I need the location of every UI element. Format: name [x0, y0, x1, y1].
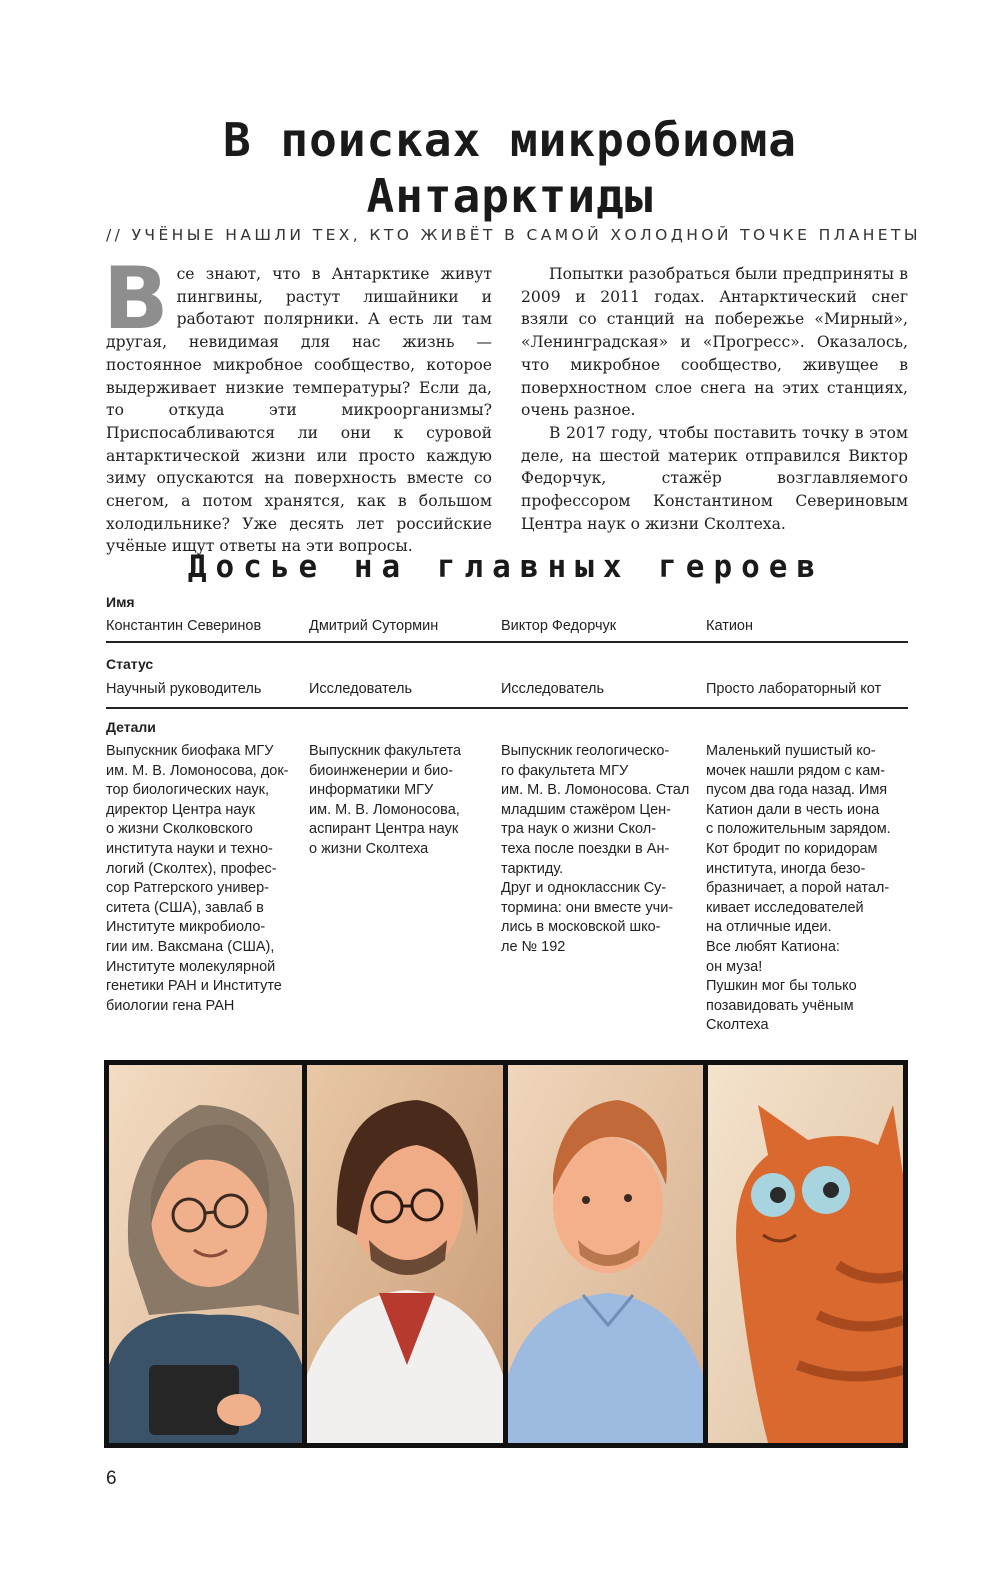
hero-detail-line: Пушкин мог бы только	[706, 978, 857, 995]
hero-detail-line: Выпускник геологическо-	[501, 743, 670, 759]
status-row-label: Статус	[106, 656, 154, 672]
hero-detail-line: института науки и техно-	[106, 840, 273, 857]
hero-name-4: Катион	[706, 618, 754, 634]
hero-detail-line: ле № 192	[501, 938, 566, 955]
hero-detail-line: Катион дали в честь иона	[706, 801, 880, 818]
hero-details-2	[309, 742, 461, 860]
drop-cap: В	[103, 249, 169, 349]
hero-detail-line: Выпускник биофака МГУ	[106, 743, 274, 759]
intro-right-column	[521, 263, 908, 535]
portrait-panel-severinov	[109, 1065, 302, 1443]
hero-detail-line: Сколтеха	[706, 1017, 769, 1034]
hero-detail-line: тормина: они вместе учи-	[501, 899, 674, 916]
hero-status-4: Просто лабораторный кот	[706, 681, 882, 697]
hero-detail-line: ситета (США), завлаб в	[106, 899, 264, 916]
hero-detail-line: теха после поездки в Ан-	[501, 840, 670, 857]
hero-detail-line: бразничает, а порой натал-	[706, 880, 890, 897]
portrait-severinov-image	[109, 1065, 302, 1443]
hero-details-3	[501, 742, 689, 958]
intro-right-paragraph-1: Попытки разобраться были предприняты в 2009 и 2011 годах. Антарктический снег взяли со станций на побережье «Мирный», «Ленинградская» и «Прогресс». Оказалось, что микробное сообщество, живущее в поверхностном слое снега на этих станциях, очень разное.	[521, 265, 908, 420]
portrait-panel-sutormin	[307, 1065, 503, 1443]
hero-detail-line: он муза!	[706, 958, 763, 975]
hero-detail-line: мочек нашли рядом с кам-	[706, 762, 886, 779]
hero-details-1	[106, 742, 289, 1016]
hero-detail-line: о жизни Сколтеха	[309, 840, 429, 857]
intro-left-column	[103, 249, 492, 558]
hero-detail-line: генетики РАН и Институте	[106, 978, 282, 995]
hero-detail-line: тор биологических наук,	[106, 782, 269, 799]
intro-left-text: се знают, что в Антарктике живут пингвины, растут лишайники и работают полярники. А есть ли там другая, невидимая для нас жизнь — постоянное микробное сообщество, которое выдерживает низкие температуры? Если да, то откуда эти микроорганизмы? Приспосабливаются ли они к суровой антарктической жизни или просто каждую зиму опускаются на поверхность вместе со снегом, а потом хранятся, как в большом холодильнике? Уже десять лет российские учёные ищут ответы на эти вопросы.	[106, 265, 492, 556]
article-title	[60, 112, 960, 224]
intro-right-paragraph-2: В 2017 году, чтобы поставить точку в этом деле, на шестой материк отправился Виктор Федорчук, стажёр возглавляемого профессором Константином Севериновым Центра наук о жизни Сколтеха.	[521, 423, 908, 533]
hero-detail-line: биологии гена РАН	[106, 997, 235, 1014]
table-divider	[106, 707, 908, 709]
hero-detail-line: Кот бродит по коридорам	[706, 840, 878, 857]
comic-strip	[104, 1060, 908, 1448]
hero-detail-line: аспирант Центра наук	[309, 821, 459, 838]
hero-detail-line: им. М. В. Ломоносова,	[309, 801, 460, 818]
details-row-label: Детали	[106, 719, 156, 735]
hero-detail-line: го факультета МГУ	[501, 762, 629, 779]
hero-detail-line: им. М. В. Ломоносова, док-	[106, 762, 289, 779]
table-divider	[106, 641, 908, 643]
hero-status-3: Исследователь	[501, 681, 605, 697]
hero-detail-line: логий (Сколтех), профес-	[106, 860, 277, 877]
hero-detail-line: Выпускник факультета	[309, 743, 462, 759]
hero-name-3: Виктор Федорчук	[501, 618, 617, 634]
hero-detail-line: кивает исследователей	[706, 899, 864, 916]
hero-detail-line: позавидовать учёным	[706, 997, 854, 1014]
portrait-fedorchuk-image	[508, 1065, 703, 1443]
hero-details-4	[706, 742, 891, 1036]
portrait-panel-fedorchuk	[508, 1065, 703, 1443]
hero-detail-line: пусом два года назад. Имя	[706, 782, 888, 799]
article-title-line-2: Антарктиды	[366, 169, 654, 223]
portrait-sutormin-image	[307, 1065, 503, 1443]
hero-status-1: Научный руководитель	[106, 681, 262, 697]
hero-detail-line: информатики МГУ	[309, 782, 434, 799]
portrait-cation-cat-image	[708, 1065, 903, 1443]
hero-status-2: Исследователь	[309, 681, 413, 697]
hero-name-1: Константин Северинов	[106, 618, 262, 634]
hero-detail-line: на отличные идеи.	[706, 919, 832, 936]
hero-detail-line: сор Ратгерского универ-	[106, 880, 269, 897]
hero-detail-line: гии им. Ваксмана (США),	[106, 938, 275, 955]
article-subtitle: // УЧЁНЫЕ НАШЛИ ТЕХ, КТО ЖИВЁТ В САМОЙ ХОЛОДНОЙ ТОЧКЕ ПЛАНЕТЫ	[106, 226, 921, 244]
hero-detail-line: Институте микробиоло-	[106, 919, 266, 936]
hero-detail-line: Все любят Катиона:	[706, 938, 840, 955]
name-row-label: Имя	[106, 594, 135, 610]
article-title-line-1: В поисках микробиома	[223, 113, 797, 167]
hero-detail-line: о жизни Сколковского	[106, 821, 253, 838]
hero-detail-line: младшим стажёром Цен-	[501, 801, 671, 818]
hero-name-2: Дмитрий Сутормин	[309, 618, 439, 634]
portrait-panel-cation-cat	[708, 1065, 903, 1443]
dossier-title: Досье на главных героев	[187, 549, 825, 585]
hero-detail-line: Институте молекулярной	[106, 958, 276, 975]
page-number: 6	[106, 1468, 117, 1489]
hero-detail-line: лись в московской шко-	[501, 919, 661, 936]
hero-detail-line: Маленький пушистый ко-	[706, 743, 876, 759]
hero-detail-line: института, иногда безо-	[706, 860, 866, 877]
hero-detail-line: тарктиду.	[501, 860, 564, 877]
hero-detail-line: биоинженерии и био-	[309, 762, 454, 779]
hero-detail-line: Друг и одноклассник Су-	[501, 880, 667, 897]
hero-detail-line: с положительным зарядом.	[706, 821, 891, 838]
hero-detail-line: тра наук о жизни Скол-	[501, 821, 657, 838]
intro-left-paragraph	[103, 249, 492, 558]
hero-detail-line: директор Центра наук	[106, 801, 255, 818]
hero-detail-line: им. М. В. Ломоносова. Стал	[501, 782, 690, 799]
